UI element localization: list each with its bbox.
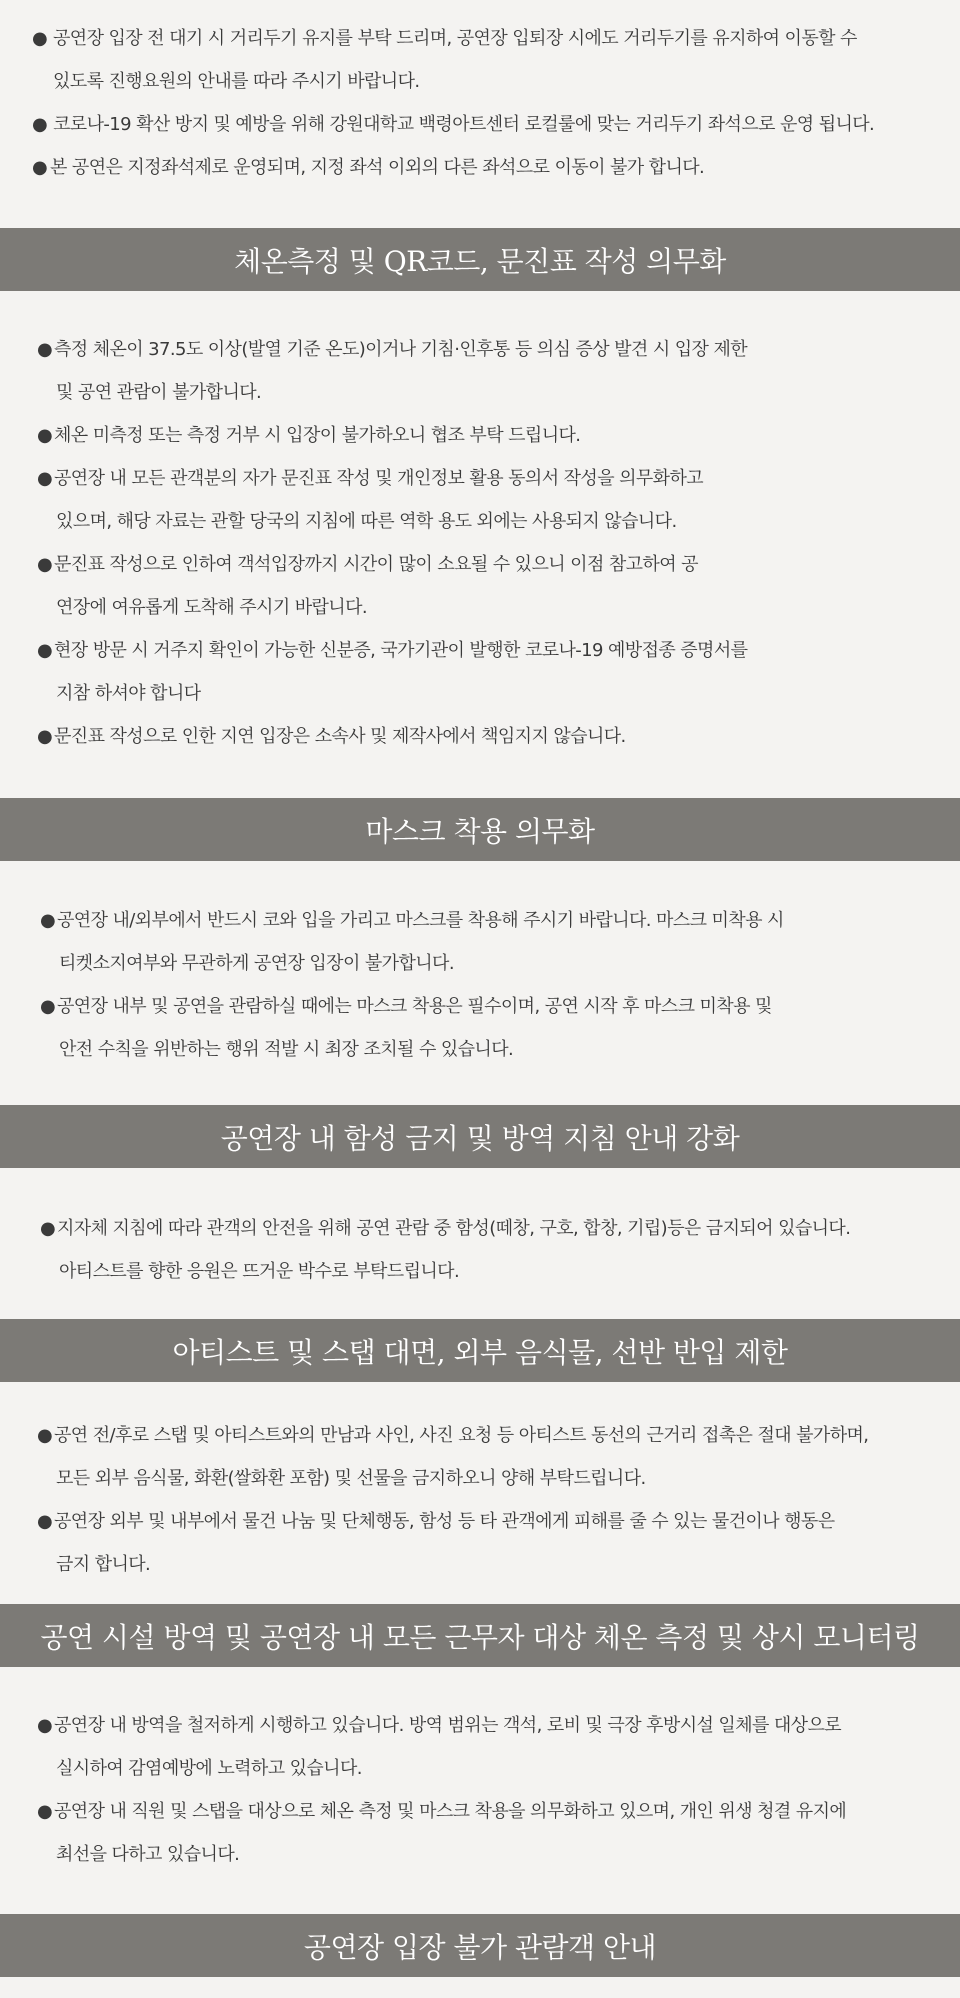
section-title: 공연장 내 함성 금지 및 방역 지침 안내 강화 bbox=[0, 1105, 960, 1168]
bullet-icon: ● bbox=[37, 425, 53, 446]
list-item-text: 공연장 내 직원 및 스탭을 대상으로 체온 측정 및 마스크 착용을 의무화하고 있으며, 개인 위생 청결 유지에 bbox=[54, 1801, 847, 1822]
bullet-icon: ● bbox=[32, 28, 48, 49]
list-item-text: 금지 합니다. bbox=[56, 1554, 151, 1575]
list-item bbox=[0, 1790, 960, 1876]
list-item-text: 공연장 내/외부에서 반드시 코와 입을 가리고 마스크를 착용해 주시기 바랍니다. 마스크 미착용 시 bbox=[57, 910, 784, 931]
bullet-icon: ● bbox=[40, 996, 56, 1017]
list-item-text: 연장에 여유롭게 도착해 주시기 바랍니다. bbox=[56, 597, 368, 618]
list-item-text: 티켓소지여부와 무관하게 공연장 입장이 불가합니다. bbox=[59, 953, 454, 974]
list-item bbox=[0, 899, 960, 985]
bullet-icon: ● bbox=[37, 339, 53, 360]
list-item bbox=[0, 1500, 960, 1586]
bullet-icon: ● bbox=[40, 1218, 56, 1239]
list-item-text: 공연장 내 방역을 철저하게 시행하고 있습니다. 방역 범위는 객석, 로비 및 극장 후방시설 일체를 대상으로 bbox=[54, 1715, 842, 1736]
list-item-text: 공연장 내 모든 관객분의 자가 문진표 작성 및 개인정보 활용 동의서 작성을 의무화하고 bbox=[54, 468, 704, 489]
list-item-text: 아티스트를 향한 응원은 뜨거운 박수로 부탁드립니다. bbox=[59, 1261, 460, 1282]
list-item-text: 최선을 다하고 있습니다. bbox=[56, 1844, 240, 1865]
section-list bbox=[0, 1207, 960, 1293]
bullet-icon: ● bbox=[37, 640, 53, 661]
list-item bbox=[0, 103, 960, 146]
bullet-icon: ● bbox=[37, 1425, 53, 1446]
bullet-icon: ● bbox=[40, 910, 56, 931]
list-item-text: 공연장 내부 및 공연을 관람하실 때에는 마스크 착용은 필수이며, 공연 시작 후 마스크 미착용 및 bbox=[57, 996, 772, 1017]
list-item bbox=[0, 1207, 960, 1293]
bullet-icon: ● bbox=[37, 554, 53, 575]
list-item-text: 안전 수칙을 위반하는 행위 적발 시 최장 조치될 수 있습니다. bbox=[59, 1039, 514, 1060]
section-title: 체온측정 및 QR코드, 문진표 작성 의무화 bbox=[0, 228, 960, 291]
list-item-text: 있도록 진행요원의 안내를 따라 주시기 바랍니다. bbox=[53, 71, 420, 92]
bullet-icon: ● bbox=[37, 1801, 53, 1822]
list-item bbox=[0, 146, 960, 189]
list-item-text: 코로나-19 확산 방지 및 예방을 위해 강원대학교 백령아트센터 로컬룰에 맞는 거리두기 좌석으로 운영 됩니다. bbox=[53, 114, 875, 135]
list-item-text: 공연 전/후로 스탭 및 아티스트와의 만남과 사인, 사진 요청 등 아티스트 동선의 근거리 접촉은 절대 불가하며, bbox=[54, 1425, 869, 1446]
section-title: 공연장 입장 불가 관람객 안내 bbox=[0, 1914, 960, 1977]
section-title: 공연 시설 방역 및 공연장 내 모든 근무자 대상 체온 측정 및 상시 모니터링 bbox=[0, 1604, 960, 1667]
list-item bbox=[0, 629, 960, 715]
section-list bbox=[0, 328, 960, 758]
list-item-text: 실시하여 감염예방에 노력하고 있습니다. bbox=[56, 1758, 362, 1779]
bullet-icon: ● bbox=[37, 468, 53, 489]
list-item-text: 공연장 외부 및 내부에서 물건 나눔 및 단체행동, 함성 등 타 관객에게 피해를 줄 수 있는 물건이나 행동은 bbox=[54, 1511, 835, 1532]
list-item-text: 있으며, 해당 자료는 관할 당국의 지침에 따른 역학 용도 외에는 사용되지 않습니다. bbox=[56, 511, 677, 532]
list-item-text: 현장 방문 시 거주지 확인이 가능한 신분증, 국가기관이 발행한 코로나-19 예방접종 증명서를 bbox=[54, 640, 748, 661]
list-item-text: 지자체 지침에 따라 관객의 안전을 위해 공연 관람 중 함성(떼창, 구호, 합창, 기립)등은 금지되어 있습니다. bbox=[57, 1218, 851, 1239]
list-item-text: 본 공연은 지정좌석제로 운영되며, 지정 좌석 이외의 다른 좌석으로 이동이 불가 합니다. bbox=[50, 157, 705, 178]
bullet-icon: ● bbox=[37, 1511, 53, 1532]
list-item-text: 모든 외부 음식물, 화환(쌀화환 포함) 및 선물을 금지하오니 양해 부탁드립니다. bbox=[56, 1468, 646, 1489]
list-item bbox=[0, 715, 960, 758]
section-title: 아티스트 및 스탭 대면, 외부 음식물, 선반 반입 제한 bbox=[0, 1319, 960, 1382]
section-list bbox=[0, 899, 960, 1071]
list-item-text: 지참 하셔야 합니다 bbox=[56, 683, 201, 704]
bullet-icon: ● bbox=[32, 157, 48, 178]
intro-list bbox=[0, 17, 960, 189]
list-item bbox=[0, 1414, 960, 1500]
list-item bbox=[0, 985, 960, 1071]
list-item-text: 문진표 작성으로 인하여 객석입장까지 시간이 많이 소요될 수 있으니 이점 참고하여 공 bbox=[54, 554, 698, 575]
list-item-text: 측정 체온이 37.5도 이상(발열 기준 온도)이거나 기침·인후통 등 의심 증상 발견 시 입장 제한 bbox=[54, 339, 748, 360]
list-item-text: 체온 미측정 또는 측정 거부 시 입장이 불가하오니 협조 부탁 드립니다. bbox=[54, 425, 581, 446]
section-list bbox=[0, 1414, 960, 1586]
list-item-text: 문진표 작성으로 인한 지연 입장은 소속사 및 제작사에서 책임지지 않습니다. bbox=[54, 726, 626, 747]
list-item bbox=[0, 1704, 960, 1790]
list-item bbox=[0, 328, 960, 414]
section-list bbox=[0, 1704, 960, 1876]
bullet-icon: ● bbox=[37, 726, 53, 747]
list-item bbox=[0, 457, 960, 543]
list-item bbox=[0, 543, 960, 629]
list-item-text: 및 공연 관람이 불가합니다. bbox=[56, 382, 262, 403]
list-item-text: 공연장 입장 전 대기 시 거리두기 유지를 부탁 드리며, 공연장 입퇴장 시에도 거리두기를 유지하여 이동할 수 bbox=[53, 28, 857, 49]
list-item bbox=[0, 17, 960, 103]
bullet-icon: ● bbox=[32, 114, 48, 135]
section-title: 마스크 착용 의무화 bbox=[0, 798, 960, 861]
bullet-icon: ● bbox=[37, 1715, 53, 1736]
list-item bbox=[0, 414, 960, 457]
